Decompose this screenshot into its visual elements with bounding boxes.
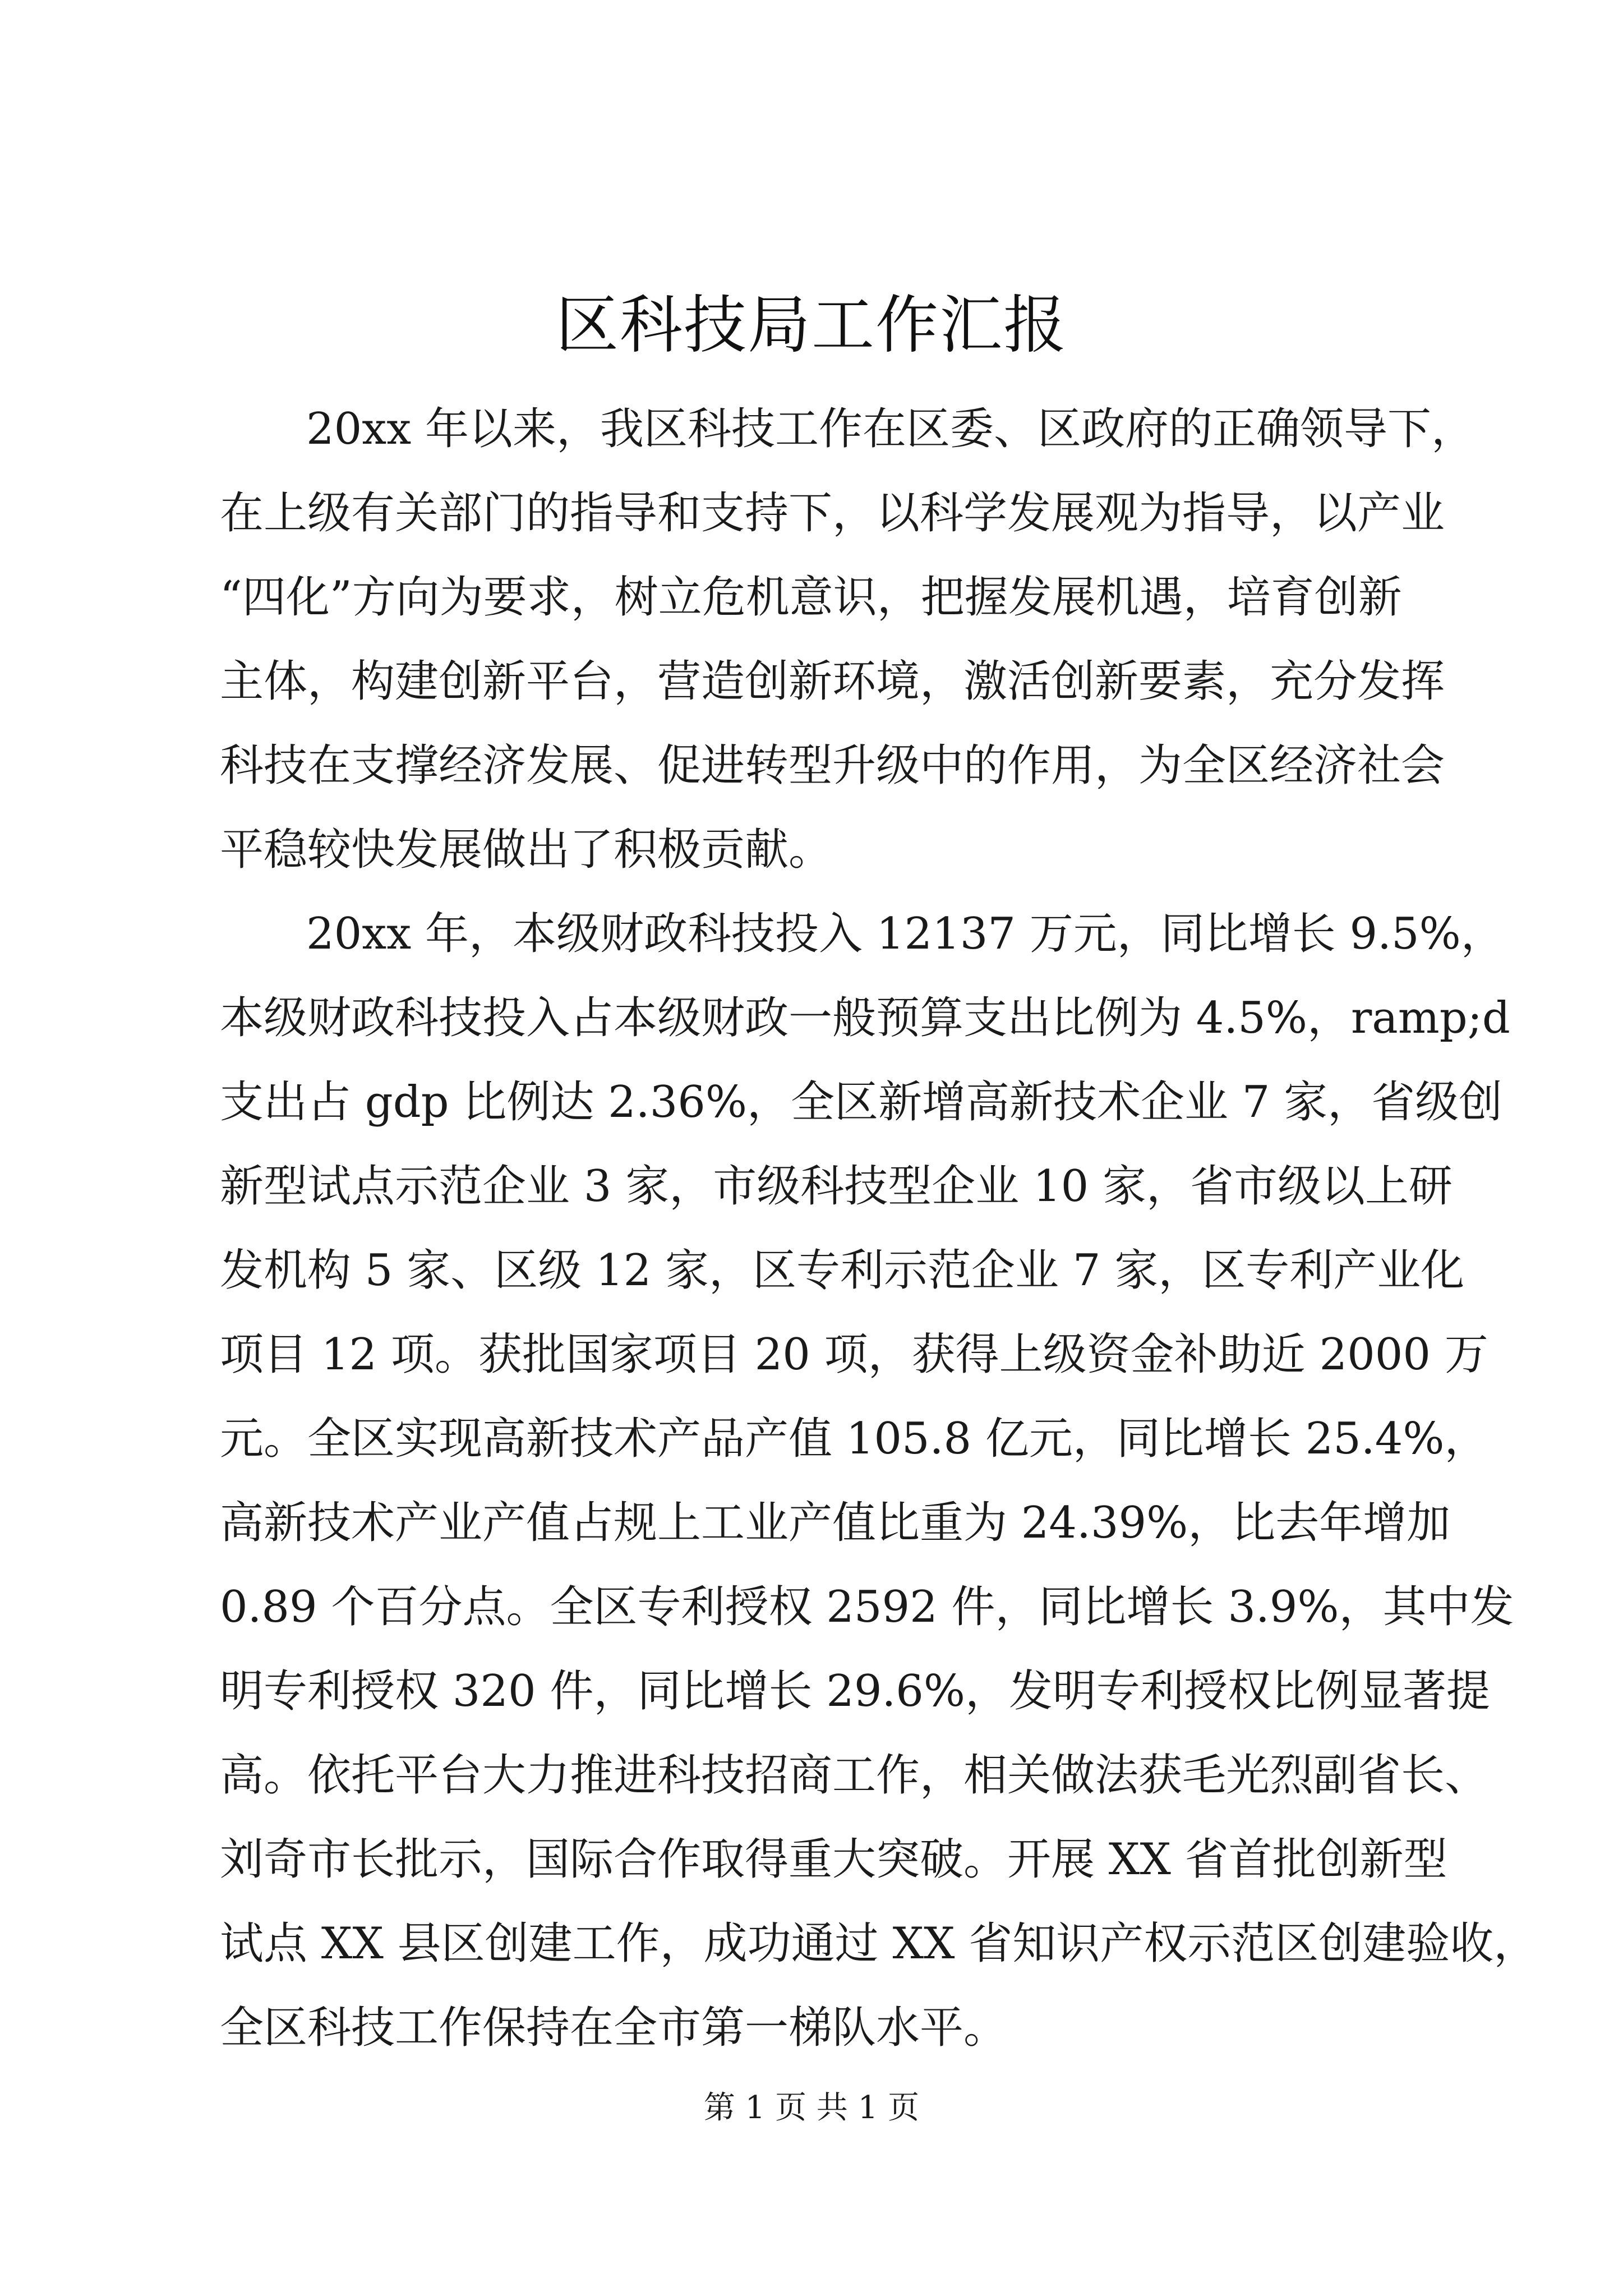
paragraph-line: 主体，构建创新平台，营造创新环境，激活创新要素，充分发挥 — [220, 656, 1445, 707]
paragraph-line: 刘奇市长批示，国际合作取得重大突破。开展 XX 省首批创新型 — [220, 1834, 1447, 1885]
paragraph-line: 试点 XX 县区创建工作，成功通过 XX 省知识产权示范区创建验收， — [220, 1918, 1538, 1969]
paragraph-line: 全区科技工作保持在全市第一梯队水平。 — [220, 2003, 1008, 2053]
paragraph-line: 高。依托平台大力推进科技招商工作，相关做法获毛光烈副省长、 — [220, 1750, 1489, 1801]
paragraph-line: “四化”方向为要求，树立危机意识，把握发展机遇，培育创新 — [220, 572, 1402, 623]
paragraph-line: 明专利授权 320 件，同比增长 29.6%，发明专利授权比例显著提 — [220, 1666, 1491, 1717]
paragraph-line: 高新技术产业产值占规上工业产值比重为 24.39%，比去年增加 — [220, 1498, 1451, 1548]
paragraph-line: 0.89 个百分点。全区专利授权 2592 件，同比增长 3.9%，其中发 — [220, 1582, 1514, 1632]
paragraph-line: 科技在支撑经济发展、促进转型升级中的作用，为全区经济社会 — [220, 740, 1445, 791]
paragraph-line: 在上级有关部门的指导和支持下，以科学发展观为指导，以产业 — [220, 488, 1445, 539]
paragraph-line: 支出占 gdp 比例达 2.36%，全区新增高新技术企业 7 家，省级创 — [220, 1077, 1503, 1128]
paragraph-line: 20xx 年，本级财政科技投入 12137 万元，同比增长 9.5%， — [306, 909, 1505, 959]
paragraph-line: 20xx 年以来，我区科技工作在区委、区政府的正确领导下， — [306, 404, 1476, 454]
paragraph-line: 平稳较快发展做出了积极贡献。 — [220, 825, 833, 875]
paragraph-line: 元。全区实现高新技术产品产值 105.8 亿元，同比增长 25.4%， — [220, 1414, 1488, 1464]
page-footer: 第 1 页 共 1 页 — [703, 2090, 920, 2126]
paragraph-line: 新型试点示范企业 3 家，市级科技型企业 10 家，省市级以上研 — [220, 1161, 1453, 1212]
paragraph-line: 项目 12 项。获批国家项目 20 项，获得上级资金补助近 2000 万 — [220, 1329, 1488, 1380]
paragraph-line: 发机构 5 家、区级 12 家，区专利示范企业 7 家，区专利产业化 — [220, 1245, 1465, 1296]
paragraph-line: 本级财政科技投入占本级财政一般预算支出比例为 4.5%，ramp;d — [220, 993, 1510, 1043]
document-title: 区科技局工作汇报 — [556, 289, 1067, 362]
